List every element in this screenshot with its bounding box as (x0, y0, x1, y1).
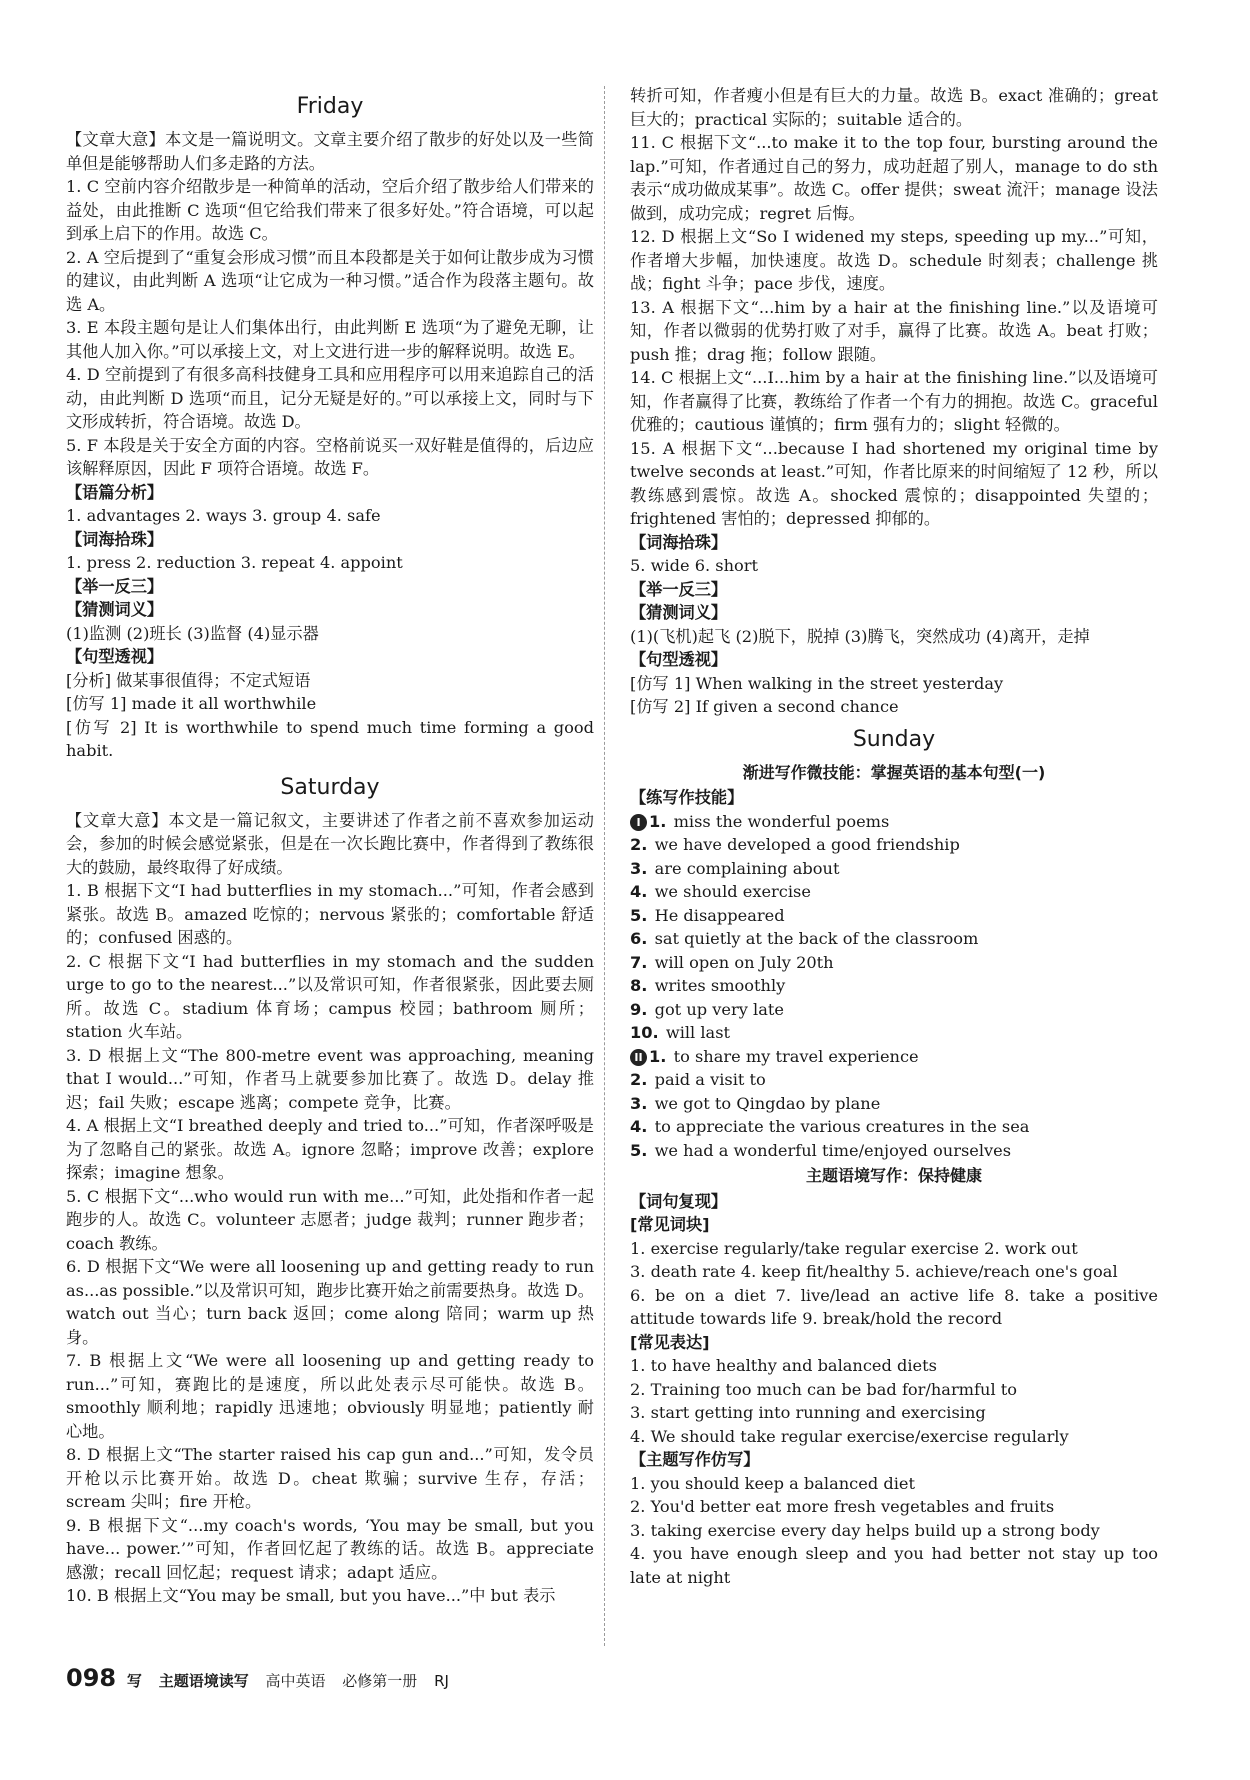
practice-1-item-3: 3. are complaining about (630, 858, 840, 878)
friday-guess-answers: (1)监测 (2)班长 (3)监督 (4)显示器 (66, 623, 319, 643)
saturday-answer-10-cont: 转折可知，作者瘦小但是有巨大的力量。故选 B。exact 准确的；great 巨大的；practical 实际的；suitable 适合的。 (630, 86, 1158, 129)
chunks-line-2: 3. death rate 4. keep fit/healthy 5. achieve/reach one's goal (630, 1262, 1118, 1281)
saturday-answer-12: 12. D 根据上文“So I widened my steps, speeding up my...”可知，作者增大步幅，加快速度。故选 D。schedule 时刻表；challenge 挑战；fight 斗争；pace 步伐，速度。 (630, 227, 1158, 293)
friday-answer-5: 5. F 本段是关于安全方面的内容。空格前说买一双好鞋是值得的，后边应该解释原因，因此 F 项符合语境。故选 F。 (66, 435, 594, 478)
friday-guess-heading: 【猜测词义】 (66, 600, 164, 619)
roman-two-badge: II (630, 1049, 647, 1066)
practice-2-item-2: 2. paid a visit to (630, 1070, 766, 1089)
practice-2-item-3: 3. we got to Qingdao by plane (630, 1093, 881, 1113)
expression-3: 3. start getting into running and exercising (630, 1403, 986, 1422)
expression-4: 4. We should take regular exercise/exercise regularly (630, 1426, 1069, 1446)
practice-1-item-8: 8. writes smoothly (630, 976, 786, 995)
practice-1-item-9: 9. got up very late (630, 999, 784, 1019)
saturday-title: Saturday (280, 774, 380, 800)
practice-1-item-4: 4. we should exercise (630, 882, 811, 901)
saturday-answer-3: 3. D 根据上文“The 800-metre event was approaching, meaning that I would...”可知，作者马上就要参加比赛了。故选 D。delay 推迟；fail 失败；escape 逃离；compete 竞争，比赛。 (66, 1045, 594, 1112)
topic-writing-1: 1. you should keep a balanced diet (630, 1473, 915, 1493)
friday-imitation-1: [仿写 1] made it all worthwhile (66, 694, 317, 713)
right-column (630, 84, 1158, 1589)
friday-pattern-heading: 【句型透视】 (66, 647, 164, 666)
saturday-answer-4: 4. A 根据上文“I breathed deeply and tried to...”可知，作者深呼吸是为了忽略自己的紧张。故选 A。ignore 忽略；improve 改善；explore 探索；imagine 想象。 (66, 1116, 594, 1182)
saturday-answer-15: 15. A 根据下文“...because I had shortened my original time by twelve seconds at least.”可知，作者比原来的时间缩短了 12 秒，所以教练感到震惊。故选 A。shocked 震惊的；disappointed 失望的；frightened 害怕的；depressed 抑郁的。 (630, 438, 1158, 528)
practice-1-item-6: 6. sat quietly at the back of the classroom (630, 929, 979, 948)
saturday-answer-13: 13. A 根据下文“...him by a hair at the finishing line.”以及语境可知，作者以微弱的优势打败了对手，赢得了比赛。故选 A。beat 打败；push 推；drag 拖；follow 跟随。 (630, 297, 1158, 364)
practice-heading: 【练写作技能】 (630, 788, 744, 807)
friday-imitation-2: [仿写 2] It is worthwhile to spend much time forming a good habit. (66, 717, 594, 760)
saturday-answer-1: 1. B 根据下文“I had butterflies in my stomach...”可知，作者会感到紧张。故选 B。amazed 吃惊的；nervous 紧张的；comfortable 舒适的；confused 困惑的。 (66, 881, 594, 947)
column-divider (604, 86, 605, 1646)
friday-answer-3: 3. E 本段主题句是让人们集体出行，由此判断 E 选项“为了避免无聊，让其他人加入你。”可以承接上文，对上文进行进一步的解释说明。故选 E。 (66, 318, 594, 361)
sunday-title: Sunday (852, 726, 936, 752)
friday-analysis: [分析] 做某事很值得；不定式短语 (66, 670, 311, 690)
topic-writing-2: 2. You'd better eat more fresh vegetables and fruits (630, 1497, 1055, 1516)
saturday-summary: 【文章大意】本文是一篇记叙文，主要讲述了作者之前不喜欢参加运动会，参加的时候会感觉紧张，但是在一次长跑比赛中，作者得到了教练很大的鼓励，最终取得了好成绩。 (66, 810, 594, 877)
saturday-vocab-heading: 【词海拾珠】 (630, 532, 728, 552)
friday-answer-4: 4. D 空前提到了有很多高科技健身工具和应用程序可以用来追踪自己的活动，由此判断 D 选项“而且，记分无疑是好的。”可以承接上文，同时与下文形成转折，符合语境。故选 D。 (66, 365, 594, 431)
expression-2: 2. Training too much can be bad for/harmful to (630, 1379, 1018, 1399)
footer-section: 写 (126, 1672, 142, 1690)
practice-2-item-5: 5. we had a wonderful time/enjoyed ourselves (630, 1140, 1012, 1160)
friday-answer-1: 1. C 空前内容介绍散步是一种简单的活动，空后介绍了散步给人们带来的益处，由此推断 C 选项“但它给我们带来了很多好处。”符合语境，可以起到承上启下的作用。故选 C。 (66, 177, 594, 243)
saturday-vocab-answers: 5. wide 6. short (630, 556, 759, 575)
saturday-guess-heading: 【猜测词义】 (630, 603, 728, 622)
review-heading: 【词句复现】 (630, 1191, 728, 1211)
practice-1-item-1: I 1. miss the wonderful poems (630, 810, 1158, 834)
footer-book-title: 主题语境读写 (158, 1672, 249, 1690)
saturday-imitation-1: [仿写 1] When walking in the street yesterday (630, 673, 1004, 693)
saturday-answer-5: 5. C 根据下文“...who would run with me...”可知，此处指和作者一起跑步的人。故选 C。volunteer 志愿者；judge 裁判；runner 跑步者；coach 教练。 (66, 1186, 594, 1253)
saturday-answer-10: 10. B 根据上文“You may be small, but you have...”中 but 表示 (66, 1586, 556, 1605)
saturday-extend-heading: 【举一反三】 (630, 579, 728, 599)
left-column (66, 84, 594, 1608)
topic-writing-4: 4. you have enough sleep and you had better not stay up too late at night (630, 1544, 1158, 1587)
sunday-subtitle-topic: 主题语境写作：保持健康 (805, 1166, 982, 1185)
practice-1-item-2: 2. we have developed a good friendship (630, 835, 960, 854)
practice-1-item-10: 10. will last (630, 1023, 731, 1042)
saturday-pattern-heading: 【句型透视】 (630, 650, 728, 669)
friday-vocab-answers: 1. press 2. reduction 3. repeat 4. appoint (66, 553, 403, 572)
saturday-answer-9: 9. B 根据下文“...my coach's words, ‘You may be small, but you have... power.’”可知，作者回忆起了教练的话。故选 B。appreciate 感激；recall 回忆起；request 请求；adapt 适应。 (66, 1515, 594, 1582)
saturday-answer-2: 2. C 根据下文“I had butterflies in my stomach and the sudden urge to go to the nearest...”以及常识可知，作者很紧张，因此要去厕所。故选 C。stadium 体育场；campus 校园；bathroom 厕所；station 火车站。 (66, 951, 594, 1041)
topic-writing-3: 3. taking exercise every day helps build up a strong body (630, 1520, 1100, 1540)
saturday-answer-11: 11. C 根据下文“...to make it to the top four, bursting around the lap.”可知，作者通过自己的努力，成功赶超了别人，manage to do sth 表示“成功做成某事”。故选 C。offer 提供；sweat 流汗；manage 设法做到，成功完成；regret 后悔。 (630, 133, 1158, 223)
saturday-answer-6: 6. D 根据下文“We were all loosening up and getting ready to run as...as possible.”以及常识可知，跑步比赛开始之前需要热身。故选 D。watch out 当心；turn back 返回；come along 陪同；warm up 热身。 (66, 1257, 594, 1347)
expression-1: 1. to have healthy and balanced diets (630, 1356, 937, 1375)
expressions-heading: [常见表达] (630, 1332, 710, 1352)
saturday-answer-7: 7. B 根据上文“We were all loosening up and getting ready to run...”可知，赛跑比的是速度，所以此处表示尽可能快。故选 B。smoothly 顺利地；rapidly 迅速地；obviously 明显地；patiently 耐心地。 (66, 1351, 594, 1441)
footer-edition: RJ (434, 1672, 449, 1690)
footer-volume: 必修第一册 (342, 1672, 418, 1690)
practice-1-item-7: 7. will open on July 20th (630, 952, 834, 972)
practice-2-item-4: 4. to appreciate the various creatures in the sea (630, 1117, 1030, 1136)
friday-vocab-heading: 【词海拾珠】 (66, 529, 164, 549)
saturday-guess-answers: (1)(飞机)起飞 (2)脱下，脱掉 (3)腾飞，突然成功 (4)离开，走掉 (630, 626, 1090, 646)
friday-answer-2: 2. A 空后提到了“重复会形成习惯”而且本段都是关于如何让散步成为习惯的建议，由此判断 A 选项“让它成为一种习惯。”适合作为段落主题句。故选 A。 (66, 247, 594, 314)
friday-summary: 【文章大意】本文是一篇说明文。文章主要介绍了散步的好处以及一些简单但是能够帮助人们多走路的方法。 (66, 130, 594, 173)
friday-discourse-heading: 【语篇分析】 (66, 482, 164, 502)
saturday-imitation-2: [仿写 2] If given a second chance (630, 697, 899, 716)
roman-one-badge: I (630, 814, 647, 831)
saturday-answer-8: 8. D 根据上文“The starter raised his cap gun and...”可知，发令员开枪以示比赛开始。故选 D。cheat 欺骗；survive 生存，存活；scream 尖叫；fire 开枪。 (66, 1445, 594, 1511)
sunday-subtitle-skills: 渐进写作微技能：掌握英语的基本句型(一) (742, 762, 1046, 782)
saturday-answer-14: 14. C 根据上文“...I...him by a hair at the finishing line.”以及语境可知，作者赢得了比赛，教练给了作者一个有力的拥抱。故选 C。graceful 优雅的；cautious 谨慎的；firm 强有力的；slight 轻微的。 (630, 368, 1158, 434)
chunks-line-3: 6. be on a diet 7. live/lead an active life 8. take a positive attitude towards life 9. break/hold the record (630, 1285, 1158, 1328)
practice-1-item-5: 5. He disappeared (630, 905, 785, 925)
topic-writing-heading: 【主题写作仿写】 (630, 1450, 760, 1469)
friday-title: Friday (296, 94, 364, 119)
page-number: 098 (66, 1664, 117, 1692)
friday-discourse-answers: 1. advantages 2. ways 3. group 4. safe (66, 506, 381, 525)
footer-subject: 高中英语 (265, 1672, 326, 1690)
page-footer (66, 1664, 461, 1692)
practice-2-item-1: II 1. to share my travel experience (630, 1045, 1158, 1069)
chunks-line-1: 1. exercise regularly/take regular exercise 2. work out (630, 1238, 1078, 1258)
friday-extend-heading: 【举一反三】 (66, 576, 164, 596)
chunks-heading: [常见词块] (630, 1215, 710, 1234)
